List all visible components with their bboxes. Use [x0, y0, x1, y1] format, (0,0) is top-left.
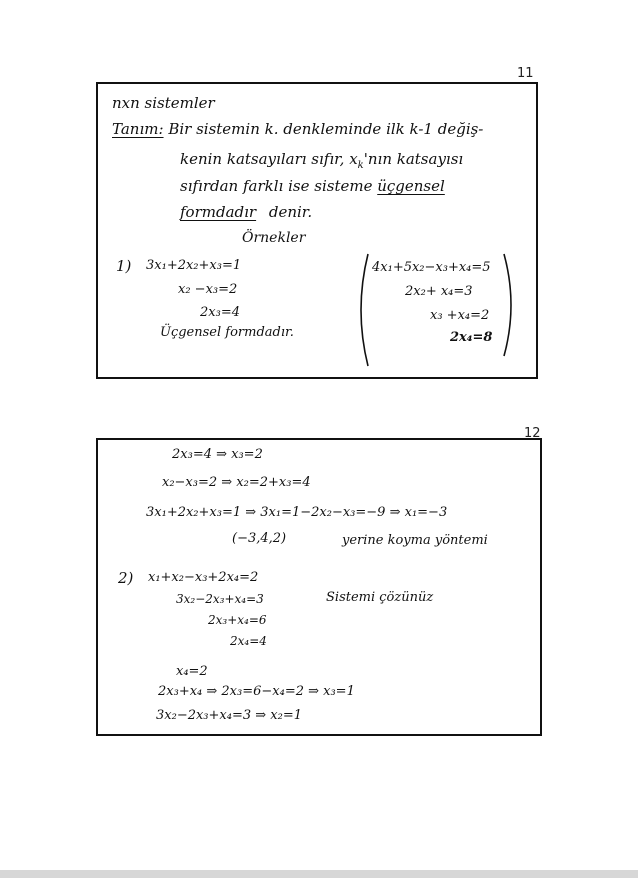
definition-text-1: Bir sistemin k. denkleminde ilk k-1 değiş- [168, 120, 484, 138]
definition-text-2b: 'nın katsayısı [363, 150, 464, 168]
right-parenthesis [500, 250, 520, 360]
example-1-eq3: 2x₃=4 [200, 305, 240, 320]
definition-line-1 [112, 120, 483, 138]
definition-line-4 [180, 203, 312, 221]
solution-2-line-3: 3x₂−2x₃+x₄=3 ⇒ x₂=1 [156, 708, 302, 723]
example-1-eq1: 3x₁+2x₂+x₃=1 [146, 258, 242, 273]
example-3-eq2: 3x₂−2x₃+x₄=3 [176, 592, 264, 606]
definition-line-2 [180, 150, 463, 171]
definition-text-4: denir. [268, 203, 313, 221]
definition-text-3: sıfırdan farklı ise sisteme [180, 177, 373, 195]
example-3-eq4: 2x₄=4 [230, 634, 267, 648]
page-number-11: 11 [517, 66, 534, 81]
example-1-eq2: x₂ −x₃=2 [178, 282, 238, 297]
example-1-note: Üçgensel formdadır. [160, 325, 294, 340]
solution-2-line-1: x₄=2 [176, 664, 208, 679]
definition-label: Tanım: [112, 120, 164, 138]
example-3-number: 2) [118, 569, 134, 587]
definition-line-3 [180, 177, 445, 195]
example-2-eq1: 4x₁+5x₂−x₃+x₄=5 [372, 260, 491, 275]
example-3-eq1: x₁+x₂−x₃+2x₄=2 [148, 570, 259, 585]
solution-1-method: yerine koyma yöntemi [342, 533, 488, 548]
example-3-eq3: 2x₃+x₄=6 [208, 613, 267, 627]
definition-term-form: formdadır [180, 203, 257, 221]
example-1-number: 1) [116, 257, 132, 275]
example-3-task: Sistemi çözünüz [326, 590, 434, 605]
definition-text-2: kenin katsayıları sıfır, x [180, 150, 358, 168]
page-bottom-edge [0, 870, 638, 878]
definition-sub-k: k [357, 160, 364, 171]
example-2-eq2: 2x₂+ x₄=3 [405, 284, 473, 299]
solution-1-result: (−3,4,2) [232, 531, 287, 546]
example-2-eq4: 2x₄=8 [450, 330, 493, 345]
examples-heading: Örnekler [242, 230, 306, 246]
solution-1-line-3: 3x₁+2x₂+x₃=1 ⇒ 3x₁=1−2x₂−x₃=−9 ⇒ x₁=−3 [146, 505, 448, 520]
page-number-12: 12 [524, 426, 541, 441]
solution-1-line-1: 2x₃=4 ⇒ x₃=2 [172, 447, 263, 462]
section-title: nxn sistemler [112, 94, 215, 112]
definition-term: üçgensel [377, 177, 445, 195]
left-parenthesis [352, 250, 372, 370]
solution-2-line-2: 2x₃+x₄ ⇒ 2x₃=6−x₄=2 ⇒ x₃=1 [158, 684, 355, 699]
example-2-eq3: x₃ +x₄=2 [430, 308, 490, 323]
solution-1-line-2: x₂−x₃=2 ⇒ x₂=2+x₃=4 [162, 475, 311, 490]
